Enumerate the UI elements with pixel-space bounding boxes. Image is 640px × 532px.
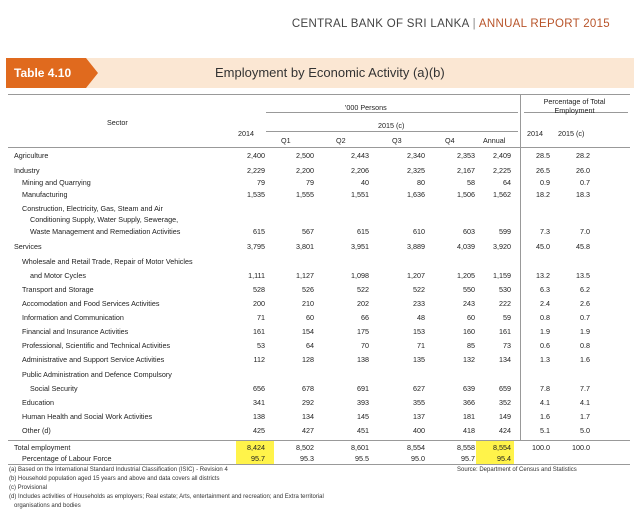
row-value: 4,039	[457, 242, 475, 251]
header-report: ANNUAL REPORT 2015	[478, 18, 610, 30]
row-value: 4.1	[580, 398, 590, 407]
row-value: 73	[503, 341, 511, 350]
totals-top-rule	[8, 440, 630, 441]
row-label: Services	[14, 242, 42, 251]
row-value: 138	[253, 412, 265, 421]
row-value: 5.0	[580, 426, 590, 435]
footnote: (c) Provisional	[9, 485, 48, 491]
row-value: 627	[413, 384, 425, 393]
row-value: 79	[257, 178, 265, 187]
row-label: Accomodation and Food Services Activities	[22, 299, 160, 308]
row-value: 451	[357, 426, 369, 435]
row-value: 2,229	[247, 166, 265, 175]
row-value: 2,353	[457, 151, 475, 160]
total-value: 8,502	[296, 443, 314, 452]
row-label: Other (d)	[22, 426, 51, 435]
row-value: 526	[302, 285, 314, 294]
row-value: 160	[463, 327, 475, 336]
row-value: 1,506	[457, 190, 475, 199]
footnote: organisations and bodies	[14, 503, 81, 509]
row-value: 26.5	[536, 166, 550, 175]
header-bottom-rule	[8, 147, 630, 148]
row-value: 610	[413, 227, 425, 236]
row-value: 2,325	[407, 166, 425, 175]
row-value: 1,098	[351, 271, 369, 280]
row-value: 400	[413, 426, 425, 435]
row-value: 112	[253, 355, 265, 364]
row-value: 66	[361, 313, 369, 322]
total-value: 100.0	[572, 443, 590, 452]
row-value: 2.4	[540, 299, 550, 308]
row-value: 64	[503, 178, 511, 187]
row-label: Administrative and Support Service Activities	[22, 355, 165, 364]
row-value: 135	[413, 355, 425, 364]
header-2014: 2014	[238, 129, 254, 138]
row-value: 18.2	[536, 190, 550, 199]
row-value: 137	[413, 412, 425, 421]
row-value: 132	[463, 355, 475, 364]
row-label: Agriculture	[14, 151, 49, 160]
row-label: Information and Communication	[22, 313, 124, 322]
total-value: 8,601	[351, 443, 369, 452]
row-value: 603	[463, 227, 475, 236]
row-value: 1,535	[247, 190, 265, 199]
row-value: 2,400	[247, 151, 265, 160]
row-value: 4.1	[540, 398, 550, 407]
row-label: Financial and Insurance Activities	[22, 327, 129, 336]
row-value: 128	[302, 355, 314, 364]
row-value: 154	[302, 327, 314, 336]
row-value: 530	[499, 285, 511, 294]
row-value: 1.9	[580, 327, 590, 336]
row-value: 1,207	[407, 271, 425, 280]
row-value: 1,562	[493, 190, 511, 199]
header-annual: Annual	[483, 136, 506, 145]
row-value: 70	[361, 341, 369, 350]
row-value: 1,636	[407, 190, 425, 199]
row-value: 3,795	[247, 242, 265, 251]
row-value: 2,409	[493, 151, 511, 160]
row-value: 138	[357, 355, 369, 364]
row-value: 161	[499, 327, 511, 336]
row-value: 2,167	[457, 166, 475, 175]
labour-force-value: 95.7	[461, 454, 475, 463]
header-sector: Sector	[107, 118, 128, 127]
row-value: 659	[499, 384, 511, 393]
total-value: 8,554	[407, 443, 425, 452]
header-persons: '000 Persons	[345, 103, 387, 112]
row-value: 181	[463, 412, 475, 421]
labour-force-label: Percentage of Labour Force	[22, 454, 112, 463]
row-value: 26.0	[576, 166, 590, 175]
year2015-subrule	[266, 131, 518, 132]
row-value: 85	[467, 341, 475, 350]
row-value: 427	[302, 426, 314, 435]
row-value: 6.2	[580, 285, 590, 294]
row-label: Mining and Quarrying	[22, 178, 91, 187]
row-value: 522	[413, 285, 425, 294]
row-label: Waste Management and Remediation Activities	[30, 227, 181, 236]
table-title: Employment by Economic Activity (a)(b)	[215, 65, 445, 80]
labour-force-value: 95.7	[251, 454, 265, 463]
row-value: 0.7	[580, 313, 590, 322]
row-value: 48	[417, 313, 425, 322]
row-value: 5.1	[540, 426, 550, 435]
row-value: 656	[253, 384, 265, 393]
row-value: 175	[357, 327, 369, 336]
row-value: 40	[361, 178, 369, 187]
header-org: CENTRAL BANK OF SRI LANKA	[291, 18, 470, 30]
persons-subrule	[266, 112, 518, 113]
row-value: 71	[257, 313, 265, 322]
labour-force-value: 95.5	[355, 454, 369, 463]
row-value: 71	[417, 341, 425, 350]
labour-force-value: 95.0	[411, 454, 425, 463]
row-value: 0.6	[540, 341, 550, 350]
row-label: Education	[22, 398, 54, 407]
row-label: Wholesale and Retail Trade, Repair of Motor Vehicles	[22, 257, 193, 266]
footnote: (b) Household population aged 15 years and above and data covers all districts	[9, 476, 220, 482]
row-value: 59	[503, 313, 511, 322]
row-label: Professional, Scientific and Technical Activities	[22, 341, 171, 350]
row-value: 58	[467, 178, 475, 187]
row-value: 1.7	[580, 412, 590, 421]
total-value: 8,554	[493, 443, 511, 452]
row-value: 678	[302, 384, 314, 393]
row-value: 64	[306, 341, 314, 350]
header-q3: Q3	[392, 136, 402, 145]
row-value: 0.7	[580, 178, 590, 187]
row-value: 528	[253, 285, 265, 294]
row-value: 210	[302, 299, 314, 308]
row-value: 233	[413, 299, 425, 308]
row-label: Industry	[14, 166, 40, 175]
source-note: Source: Department of Census and Statistics	[457, 467, 577, 473]
header-separator: |	[472, 18, 476, 30]
row-value: 161	[253, 327, 265, 336]
row-value: 599	[499, 227, 511, 236]
header-q1: Q1	[281, 136, 291, 145]
row-value: 2,206	[351, 166, 369, 175]
row-value: 355	[413, 398, 425, 407]
row-value: 1,205	[457, 271, 475, 280]
row-value: 639	[463, 384, 475, 393]
row-value: 18.3	[576, 190, 590, 199]
row-value: 60	[467, 313, 475, 322]
row-value: 45.0	[536, 242, 550, 251]
row-value: 425	[253, 426, 265, 435]
row-value: 222	[499, 299, 511, 308]
row-value: 60	[306, 313, 314, 322]
row-value: 2,200	[296, 166, 314, 175]
row-value: 1,111	[248, 271, 265, 280]
table-label: Table 4.10	[14, 66, 72, 80]
row-value: 200	[253, 299, 265, 308]
total-employment-label: Total employment	[14, 443, 71, 452]
row-value: 153	[413, 327, 425, 336]
labour-force-value: 95.3	[300, 454, 314, 463]
row-value: 0.9	[540, 178, 550, 187]
row-value: 3,951	[351, 242, 369, 251]
row-value: 550	[463, 285, 475, 294]
footnote: (a) Based on the International Standard Industrial Classification (ISIC) - Revision 4	[9, 467, 228, 473]
total-value: 100.0	[532, 443, 550, 452]
row-label: Conditioning Supply, Water Supply, Sewerage,	[30, 215, 179, 224]
row-value: 292	[302, 398, 314, 407]
row-value: 7.0	[580, 227, 590, 236]
row-value: 691	[357, 384, 369, 393]
row-label: Human Health and Social Work Activities	[22, 412, 153, 421]
row-value: 1,551	[351, 190, 369, 199]
row-value: 2.6	[580, 299, 590, 308]
row-value: 615	[253, 227, 265, 236]
row-value: 352	[499, 398, 511, 407]
row-value: 366	[463, 398, 475, 407]
row-label: and Motor Cycles	[30, 271, 86, 280]
row-value: 28.2	[576, 151, 590, 160]
row-value: 6.3	[540, 285, 550, 294]
header-pct: Percentage of Total Employment	[543, 97, 606, 115]
row-value: 79	[306, 178, 314, 187]
row-value: 615	[357, 227, 369, 236]
total-value: 8,558	[457, 443, 475, 452]
row-value: 1,555	[296, 190, 314, 199]
footnote: (d) Includes activities of Households as employers; Real estate; Arts, entertainment and recreation; and Extra territorial	[9, 494, 324, 500]
row-value: 567	[302, 227, 314, 236]
header-q4: Q4	[445, 136, 455, 145]
row-value: 1.3	[540, 355, 550, 364]
row-value: 2,500	[296, 151, 314, 160]
row-value: 149	[499, 412, 511, 421]
row-label: Construction, Electricity, Gas, Steam and Air	[22, 204, 163, 213]
row-value: 2,225	[493, 166, 511, 175]
row-value: 1.6	[540, 412, 550, 421]
row-value: 0.8	[540, 313, 550, 322]
header-q2: Q2	[336, 136, 346, 145]
row-value: 3,801	[296, 242, 314, 251]
row-value: 0.8	[580, 341, 590, 350]
row-value: 1.9	[540, 327, 550, 336]
table-bottom-rule	[8, 464, 630, 465]
row-label: Social Security	[30, 384, 78, 393]
row-value: 145	[357, 412, 369, 421]
report-header	[292, 18, 610, 30]
row-value: 3,920	[493, 242, 511, 251]
row-value: 341	[253, 398, 265, 407]
row-value: 134	[499, 355, 511, 364]
row-value: 1,127	[296, 271, 314, 280]
row-value: 424	[499, 426, 511, 435]
row-value: 3,889	[407, 242, 425, 251]
header-pct-2014: 2014	[527, 129, 543, 138]
row-label: Transport and Storage	[22, 285, 94, 294]
row-value: 1.6	[580, 355, 590, 364]
row-value: 2,340	[407, 151, 425, 160]
row-label: Public Administration and Defence Compulsory	[22, 370, 172, 379]
row-value: 45.8	[576, 242, 590, 251]
row-value: 134	[302, 412, 314, 421]
row-value: 2,443	[351, 151, 369, 160]
row-value: 13.2	[536, 271, 550, 280]
row-value: 28.5	[536, 151, 550, 160]
row-value: 7.7	[580, 384, 590, 393]
row-value: 202	[357, 299, 369, 308]
row-value: 418	[463, 426, 475, 435]
total-value: 8,424	[247, 443, 265, 452]
row-value: 243	[463, 299, 475, 308]
row-label: Manufacturing	[22, 190, 68, 199]
row-value: 7.8	[540, 384, 550, 393]
row-value: 1,159	[493, 271, 511, 280]
table-top-rule	[8, 94, 630, 95]
row-value: 53	[257, 341, 265, 350]
header-pct-2015: 2015 (c)	[558, 129, 585, 138]
header-2015: 2015 (c)	[378, 121, 405, 130]
row-value: 13.5	[576, 271, 590, 280]
row-value: 393	[357, 398, 369, 407]
row-value: 80	[417, 178, 425, 187]
row-value: 7.3	[540, 227, 550, 236]
row-value: 522	[357, 285, 369, 294]
labour-force-value: 95.4	[497, 454, 511, 463]
